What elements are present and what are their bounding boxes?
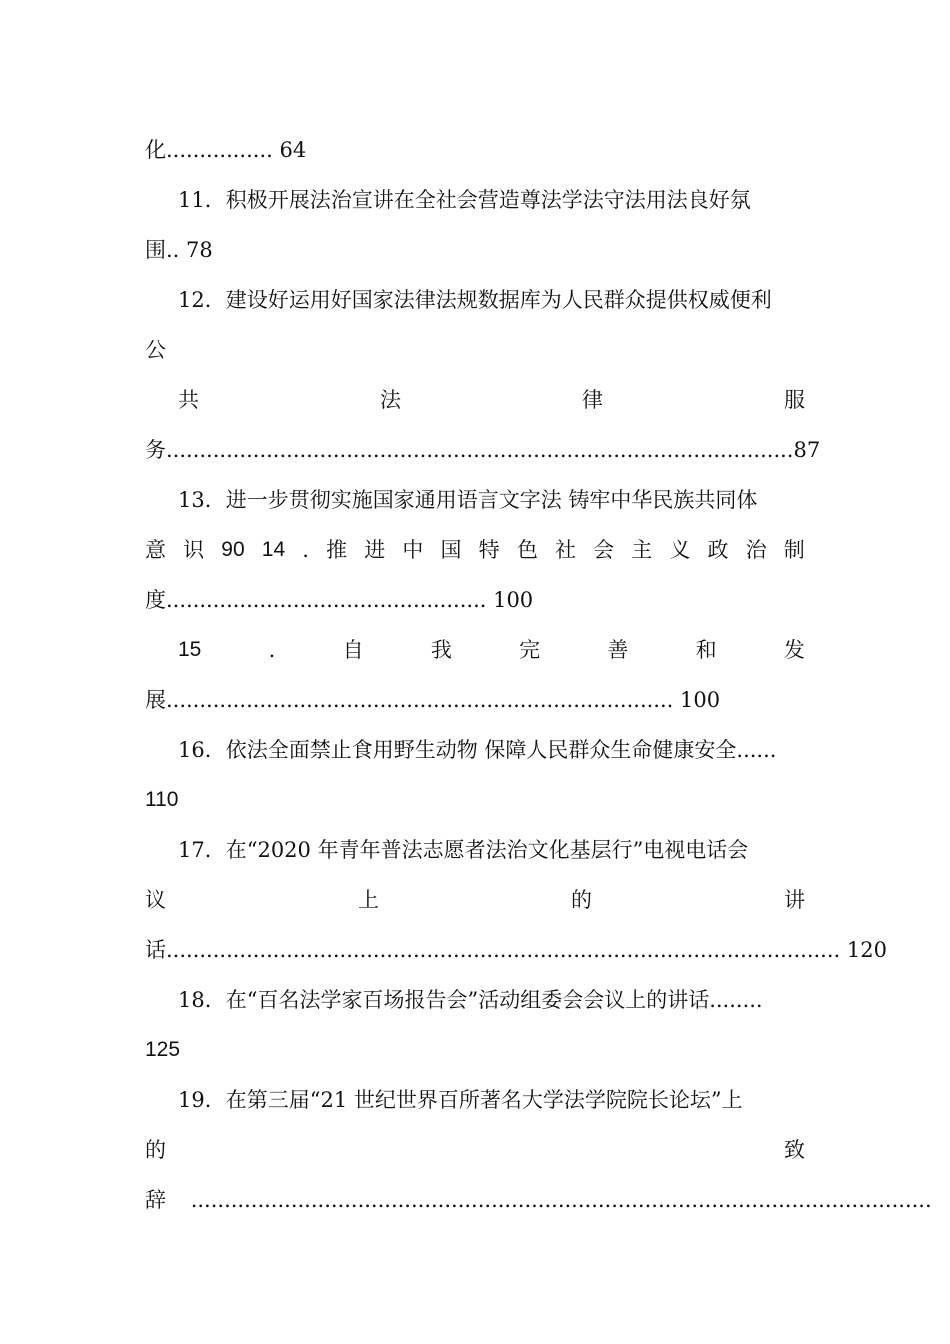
toc-dot-leader: ............................................................................................................... [190, 1188, 932, 1212]
toc-word: 制 [783, 538, 805, 562]
toc-word: 识 [183, 538, 205, 562]
toc-word: 自 [342, 638, 364, 662]
toc-entry-12-page: 务..............................................................................................87 [145, 438, 821, 462]
toc-entry-16: 16．依法全面禁止食用野生动物 保障人民群众生命健康安全...... [178, 738, 777, 762]
toc-word: 推 [326, 538, 348, 562]
toc-word: 义 [669, 538, 691, 562]
toc-entry-18-page: 125 [145, 1038, 181, 1061]
toc-word: 议 [145, 888, 166, 912]
toc-word: 和 [695, 638, 717, 662]
toc-word: 善 [607, 638, 629, 662]
toc-entry-19: 19．在第三届“21 世纪世界百所著名大学法学院院长论坛”上 [178, 1088, 743, 1112]
toc-word: 共 [178, 388, 199, 412]
toc-entry-11-page: 围.. 78 [145, 238, 213, 262]
toc-entry-12: 12．建设好运用好国家法律法规数据库为人民群众提供权威便利 [178, 288, 772, 312]
toc-entry-12-justified [178, 383, 805, 417]
toc-word: 服 [784, 388, 805, 412]
toc-word: 辞 [145, 1188, 166, 1212]
toc-word: 国 [440, 538, 462, 562]
toc-entry-13-14-justified [145, 533, 805, 567]
toc-word: 发 [783, 638, 805, 662]
toc-word: 讲 [784, 888, 805, 912]
toc-entry-12-cont: 公 [145, 338, 166, 362]
toc-entry-17: 17．在“2020 年青年普法志愿者法治文化基层行”电视电话会 [178, 838, 749, 862]
toc-word: 中 [402, 538, 424, 562]
toc-entry-17-justified [145, 883, 805, 917]
toc-entry-17-page: 话..................................................................................................... 120 [145, 938, 887, 962]
toc-word: 特 [478, 538, 500, 562]
toc-entry-19-justified [145, 1133, 805, 1167]
toc-word: 的 [145, 1138, 166, 1162]
toc-entry-18: 18．在“百名法学家百场报告会”活动组委会会议上的讲话........ [178, 988, 763, 1012]
toc-word: 政 [707, 538, 729, 562]
toc-entry-13: 13．进一步贯彻实施国家通用语言文字法 铸牢中华民族共同体 [178, 488, 758, 512]
toc-word: 会 [593, 538, 615, 562]
toc-word: 治 [745, 538, 767, 562]
toc-word: 律 [582, 388, 603, 412]
toc-word: 致 [784, 1138, 805, 1162]
toc-word: 的 [571, 888, 592, 912]
toc-word: 上 [358, 888, 379, 912]
toc-word: . [268, 638, 276, 662]
toc-word: 法 [380, 388, 401, 412]
toc-entry-14-page: 度................................................ 100 [145, 588, 534, 612]
toc-entry-11: 11．积极开展法治宣讲在全社会营造尊法学法守法用法良好氛 [178, 188, 751, 212]
toc-page-number: 90 [221, 538, 245, 561]
toc-entry-19-leader [145, 1183, 932, 1217]
toc-word: . [302, 538, 309, 562]
toc-word: 我 [430, 638, 452, 662]
toc-word: 进 [364, 538, 386, 562]
toc-entry-15-justified [178, 633, 805, 667]
toc-word: 社 [554, 538, 576, 562]
toc-entry-number: 14 [261, 538, 286, 561]
toc-entry-number: 15 [178, 638, 202, 661]
toc-word: 完 [519, 638, 541, 662]
toc-word: 意 [145, 538, 166, 562]
toc-word: 色 [516, 538, 538, 562]
toc-word: 主 [631, 538, 653, 562]
toc-line-continuation: 化................ 64 [145, 138, 307, 162]
toc-entry-16-page: 110 [145, 788, 179, 811]
toc-entry-15-page: 展............................................................................ 100 [145, 688, 721, 712]
